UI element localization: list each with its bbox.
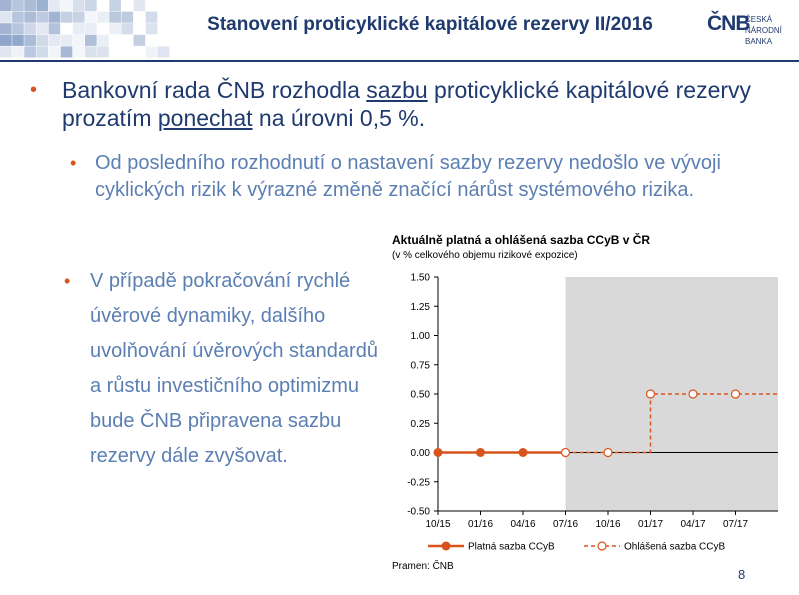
header-mosaic <box>0 0 170 58</box>
logo-wordmark: ČNB <box>707 12 750 35</box>
mosaic-cell <box>85 35 97 46</box>
series-announced-point <box>562 449 570 457</box>
mosaic-cell <box>49 12 61 23</box>
mosaic-cell <box>12 46 24 57</box>
bullet-sub-2-text: V případě pokračování rychlé úvěrové dynamiky, dalšího uvolňování úvěrových standardů a růstu investičního optimizmu bude ČNB připravena sazbu rezervy dále zvyšovat. <box>90 270 378 467</box>
bullet-sub-2 <box>64 264 384 474</box>
x-tick-label: 10/16 <box>595 519 621 530</box>
series-announced-point <box>689 390 697 398</box>
series-announced-point <box>647 390 655 398</box>
mosaic-cell <box>24 12 36 23</box>
mosaic-cell <box>109 23 121 34</box>
series-announced-point <box>604 449 612 457</box>
mosaic-cell <box>73 35 85 46</box>
mosaic-cell <box>49 23 61 34</box>
bullet-main-text: Bankovní rada ČNB rozhodla sazbu proticyklické kapitálové rezervy prozatím ponechat na úrovni 0,5 %. <box>62 77 752 131</box>
bullet-dot-icon: • <box>64 271 71 291</box>
mosaic-cell <box>109 0 121 11</box>
mosaic-cell <box>36 23 48 34</box>
mosaic-cell <box>134 0 146 11</box>
series-current-point <box>519 448 528 457</box>
chart-source: Pramen: ČNB <box>392 561 454 572</box>
mosaic-cell <box>12 35 24 46</box>
mosaic-cell <box>158 46 170 57</box>
series-current-point <box>476 448 485 457</box>
x-tick-label: 04/16 <box>510 519 536 530</box>
legend-current-marker <box>442 542 451 551</box>
bullet-sub-1 <box>70 150 750 204</box>
x-tick-label: 04/17 <box>680 519 706 530</box>
chart-subtitle: (v % celkového objemu rizikové expozice) <box>392 250 578 261</box>
x-tick-label: 01/17 <box>637 519 664 530</box>
mosaic-cell <box>0 46 12 57</box>
series-announced-point <box>732 390 740 398</box>
chart-title: Aktuálně platná a ohlášená sazba CCyB v ČR <box>392 233 651 247</box>
slide-title: Stanovení proticyklické kapitálové rezervy II/2016 <box>207 14 653 35</box>
mosaic-cell <box>73 23 85 34</box>
mosaic-cell <box>146 46 158 57</box>
mosaic-cell <box>49 35 61 46</box>
mosaic-cell <box>85 23 97 34</box>
mosaic-cell <box>73 12 85 23</box>
mosaic-cell <box>61 0 73 11</box>
mosaic-cell <box>109 12 121 23</box>
mosaic-cell <box>73 46 85 57</box>
mosaic-cell <box>0 23 12 34</box>
series-current-point <box>434 448 443 457</box>
y-tick-label: 0.00 <box>410 448 430 459</box>
mosaic-cell <box>134 35 146 46</box>
cnb-logo <box>707 12 792 46</box>
mosaic-cell <box>121 12 133 23</box>
mosaic-cell <box>97 35 109 46</box>
mosaic-cell <box>61 12 73 23</box>
legend-current-label: Platná sazba CCyB <box>468 541 555 553</box>
mosaic-cell <box>73 0 85 11</box>
bullet-dot-icon: • <box>30 79 38 101</box>
mosaic-cell <box>0 0 12 11</box>
y-tick-label: 0.25 <box>410 418 430 430</box>
x-tick-label: 10/15 <box>425 519 451 530</box>
mosaic-cell <box>24 0 36 11</box>
bullet-dot-icon: • <box>70 153 77 173</box>
mosaic-cell <box>97 12 109 23</box>
mosaic-cell <box>97 46 109 57</box>
x-tick-label: 07/17 <box>722 519 749 530</box>
mosaic-cell <box>12 0 24 11</box>
x-tick-label: 01/16 <box>467 519 494 530</box>
mosaic-cell <box>49 0 61 11</box>
y-tick-label: -0.25 <box>407 477 430 489</box>
logo-subtitle: ČESKÁ NÁRODNÍ BANKA <box>745 15 782 46</box>
y-tick-label: 0.75 <box>410 360 430 372</box>
mosaic-cell <box>61 35 73 46</box>
mosaic-cell <box>49 46 61 57</box>
legend-announced-label: Ohlášená sazba CCyB <box>624 541 726 553</box>
mosaic-cell <box>36 35 48 46</box>
y-tick-label: 1.50 <box>410 272 430 284</box>
ccyb-chart <box>380 265 780 560</box>
mosaic-cell <box>146 12 158 23</box>
mosaic-cell <box>121 23 133 34</box>
x-tick-label: 07/16 <box>552 519 579 530</box>
mosaic-cell <box>36 0 48 11</box>
mosaic-cell <box>12 12 24 23</box>
mosaic-cell <box>36 46 48 57</box>
mosaic-cell <box>146 23 158 34</box>
y-tick-label: 0.50 <box>410 389 430 401</box>
mosaic-cell <box>24 35 36 46</box>
mosaic-cell <box>61 46 73 57</box>
mosaic-cell <box>24 23 36 34</box>
mosaic-cell <box>85 46 97 57</box>
bullet-main <box>32 76 752 132</box>
legend-announced-marker <box>598 542 606 550</box>
mosaic-cell <box>85 0 97 11</box>
bullet-sub-1-text: Od posledního rozhodnutí o nastavení sazby rezervy nedošlo ve vývoji cyklických rizik k výrazné změně značící nárůst systémového rizika. <box>95 152 721 201</box>
y-tick-label: -0.50 <box>407 506 430 518</box>
mosaic-cell <box>36 12 48 23</box>
mosaic-cell <box>0 12 12 23</box>
header-rule <box>0 60 799 62</box>
mosaic-cell <box>85 12 97 23</box>
page-number: 8 <box>738 567 746 582</box>
mosaic-cell <box>12 23 24 34</box>
y-tick-label: 1.25 <box>410 301 430 313</box>
mosaic-cell <box>24 46 36 57</box>
y-tick-label: 1.00 <box>410 331 430 342</box>
mosaic-cell <box>0 35 12 46</box>
